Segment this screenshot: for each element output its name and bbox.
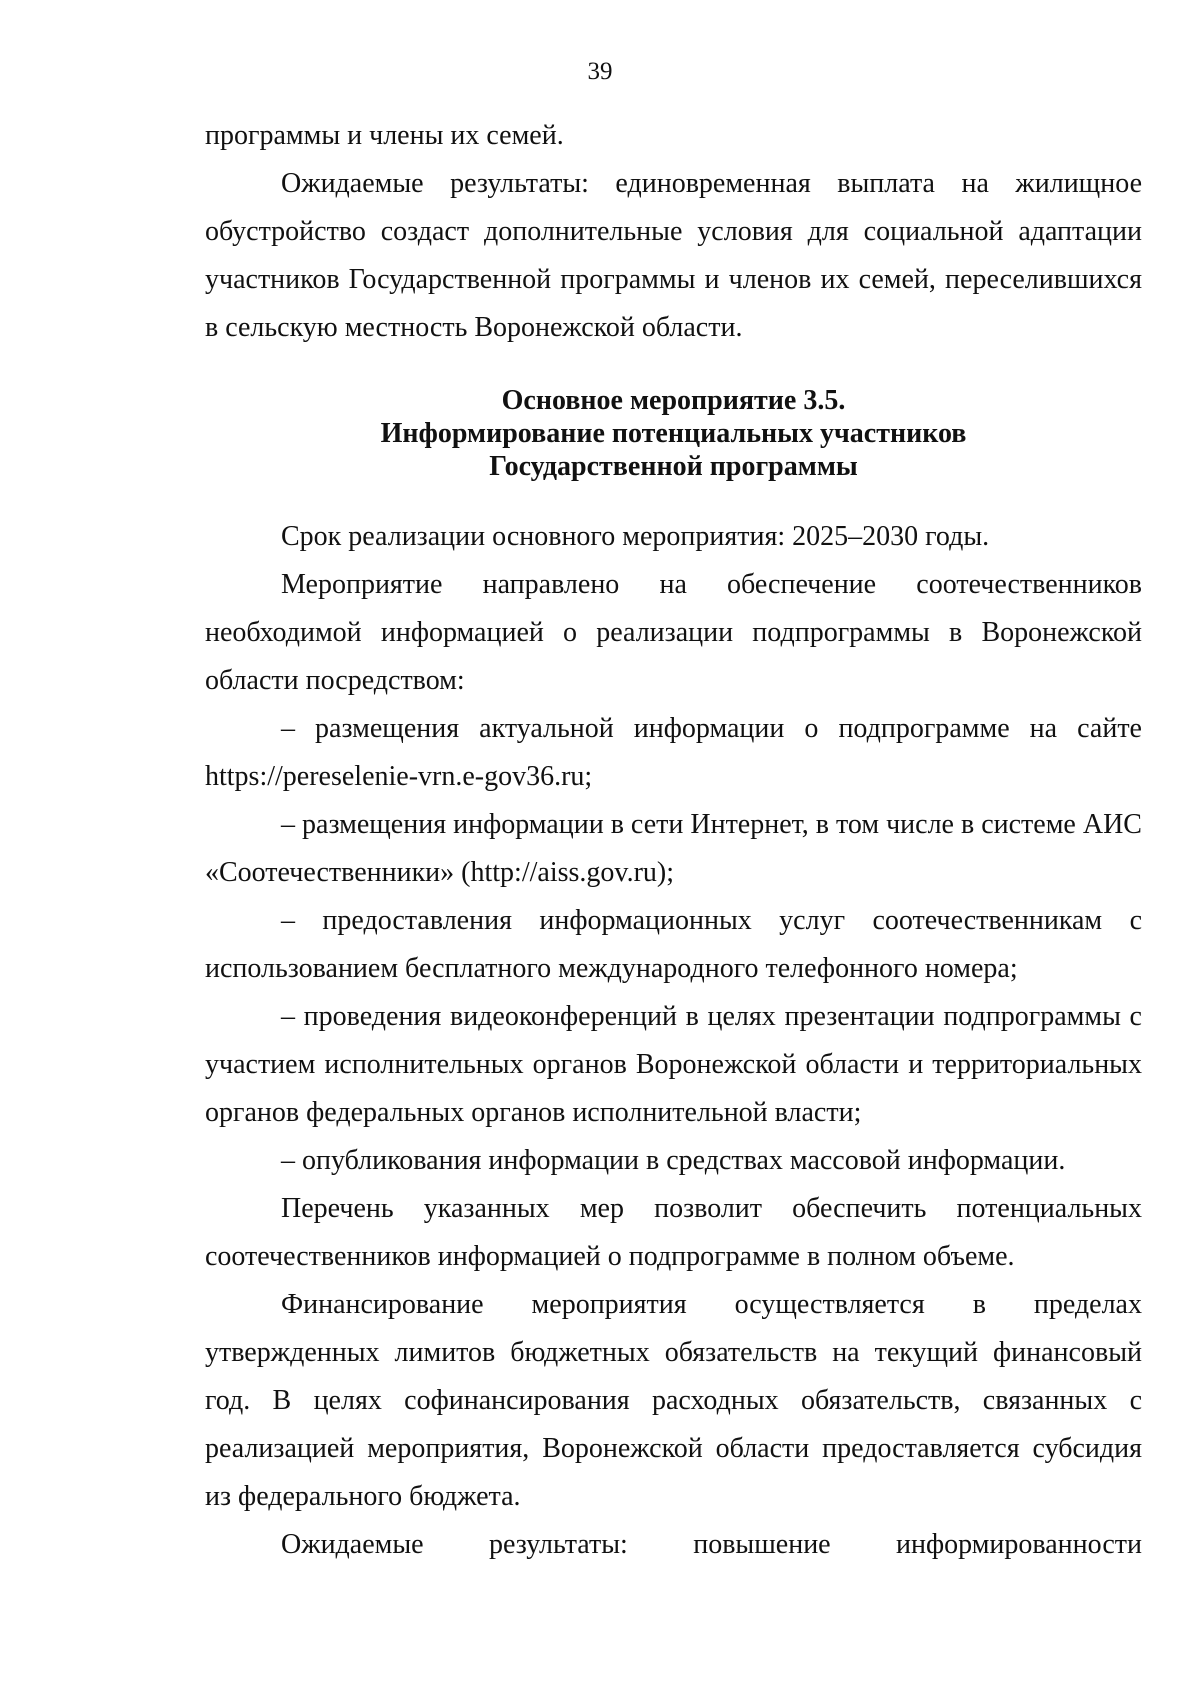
paragraph-implementation-period: Срок реализации основного мероприятия: 2025–2030 годы. xyxy=(281,521,990,552)
paragraph-financing: Финансирование мероприятия осуществляется в пределах утвержденных лимитов бюджетных обязательств на текущий финансовый год. В целях софинансирования расходных обязательств, связанных с реализацией мероприятия, Воронежской области предоставляется субсидия из федерального бюджета. xyxy=(205,1289,1142,1512)
section-heading xyxy=(205,384,1142,483)
document-body xyxy=(205,112,1142,1569)
paragraph-expected-results: Ожидаемые результаты: повышение информированности xyxy=(281,1529,1142,1560)
list-item-videoconferences: – проведения видеоконференций в целях презентации подпрограммы с участием исполнительных органов Воронежской области и территориальных органов федеральных органов исполнительной власти; xyxy=(205,1001,1142,1128)
paragraph-measures-summary: Перечень указанных мер позволит обеспечить потенциальных соотечественников информацией о подпрограмме в полном объеме. xyxy=(205,1193,1142,1272)
list-item-phone-services: – предоставления информационных услуг соотечественникам с использованием бесплатного международного телефонного номера; xyxy=(205,905,1142,984)
paragraph-expected-results-housing: Ожидаемые результаты: единовременная выплата на жилищное обустройство создаст дополнительные условия для социальной адаптации участников Государственной программы и членов их семей, переселившихся в сельскую местность Воронежской области. xyxy=(205,168,1142,343)
page-number: 39 xyxy=(587,58,613,85)
list-item-mass-media: – опубликования информации в средствах массовой информации. xyxy=(281,1145,1066,1176)
list-item-website: – размещения актуальной информации о подпрограмме на сайте https://pereselenie-vrn.e-gov36.ru; xyxy=(205,713,1142,792)
list-item-internet: – размещения информации в сети Интернет, в том числе в системе АИС «Соотечественники» (http://aiss.gov.ru); xyxy=(205,809,1142,888)
section-heading-line-2: Информирование потенциальных участников xyxy=(380,418,967,449)
section-heading-line-3: Государственной программы xyxy=(489,451,858,482)
paragraph-measure-purpose: Мероприятие направлено на обеспечение соотечественников необходимой информацией о реализации подпрограммы в Воронежской области посредством: xyxy=(205,569,1142,696)
section-heading-line-1: Основное мероприятие 3.5. xyxy=(501,385,846,416)
paragraph-continuation: программы и члены их семей. xyxy=(205,120,564,151)
